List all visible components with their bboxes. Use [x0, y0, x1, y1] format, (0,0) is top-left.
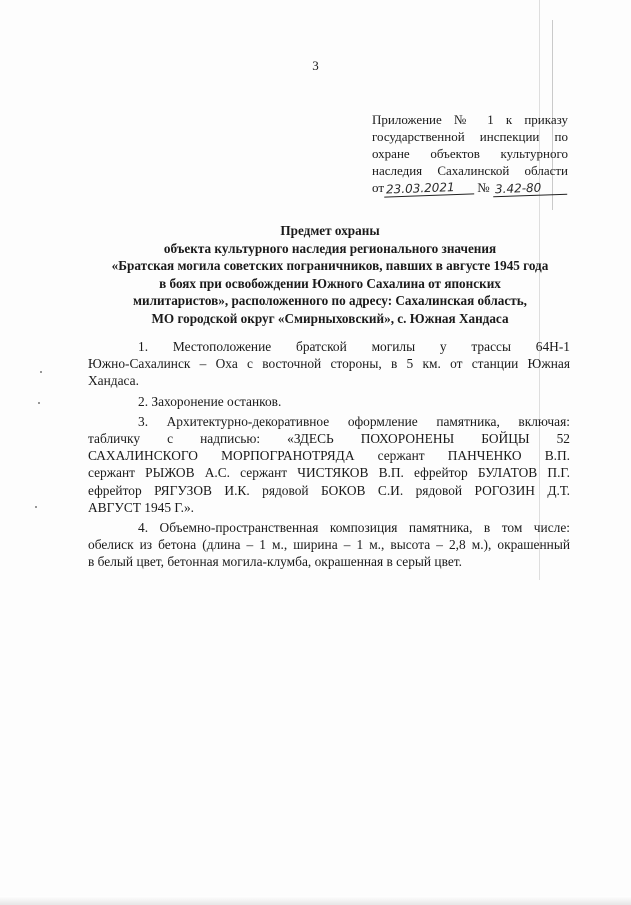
item-location [88, 338, 570, 390]
appendix-block [372, 111, 568, 196]
heading-line: в боях при освобождении Южного Сахалина от японских [159, 275, 501, 291]
heading-line: Предмет охраны [280, 223, 380, 238]
heading-line: МО городской округ «Смирныховский», с. Южная Хандаса [151, 310, 509, 326]
appendix-line: Приложение № 1 к приказу [372, 112, 568, 127]
appendix-line: государственной инспекции по [372, 129, 568, 144]
number-prefix: № [477, 180, 490, 195]
handwritten-date: 23.03.2021 [384, 180, 474, 197]
text-line: Хандаса. [88, 373, 139, 389]
text-line: обелиск из бетона (длина – 1 м., ширина – 1 м., высота – 2,8 м.), окрашенный [88, 537, 570, 553]
text-line: табличку с надписью: «ЗДЕСЬ ПОХОРОНЕНЫ БОЙЦЫ 52 [88, 431, 570, 447]
item-composition [88, 519, 570, 571]
scan-bottom-edge [0, 896, 631, 905]
handwritten-order-number: 3.42-80 [493, 181, 567, 198]
text-line: ефрейтор РЯГУЗОВ И.К. рядовой БОКОВ С.И. рядовой РОГОЗИН Д.Т. [88, 482, 570, 498]
item-decoration [88, 413, 570, 516]
text-line: 3. Архитектурно-декоративное оформление памятника, включая: [138, 413, 570, 429]
text-line: Южно-Сахалинск – Оха с восточной стороны, в 5 км. от станции Южная [88, 356, 570, 372]
page-number: 3 [312, 58, 319, 73]
heading-line: объекта культурного наследия регионального значения [163, 240, 497, 256]
document-heading [80, 222, 580, 328]
appendix-date-line [372, 179, 568, 196]
text-line: в белый цвет, бетонная могила-клумба, окрашенная в серый цвет. [88, 554, 462, 570]
scan-speck [40, 371, 42, 373]
scan-speck [35, 506, 37, 508]
text-line: 2. Захоронение останков. [138, 393, 282, 409]
text-line: 4. Объемно-пространственная композиция памятника, в том числе: [138, 520, 570, 536]
date-prefix: от [372, 180, 385, 195]
appendix-line: наследия Сахалинской области [372, 163, 568, 178]
item-burial [88, 393, 570, 410]
heading-line: милитаристов», расположенного по адресу: Сахалинская область, [133, 293, 527, 309]
heading-line: «Братская могила советских пограничников, павших в августе 1945 года [111, 258, 549, 274]
document-body [88, 338, 570, 571]
text-line: АВГУСТ 1945 Г.». [88, 499, 195, 515]
appendix-line: охране объектов культурного [372, 146, 568, 161]
scan-speck [38, 402, 40, 404]
text-line: САХАЛИНСКОГО МОРПОГРАНОТРЯДА сержант ПАНЧЕНКО В.П. [88, 448, 570, 464]
text-line: 1. Местоположение братской могилы у трассы 64Н-1 [138, 339, 570, 354]
text-line: сержант РЫЖОВ А.С. сержант ЧИСТЯКОВ В.П. ефрейтор БУЛАТОВ П.Г. [88, 465, 570, 481]
